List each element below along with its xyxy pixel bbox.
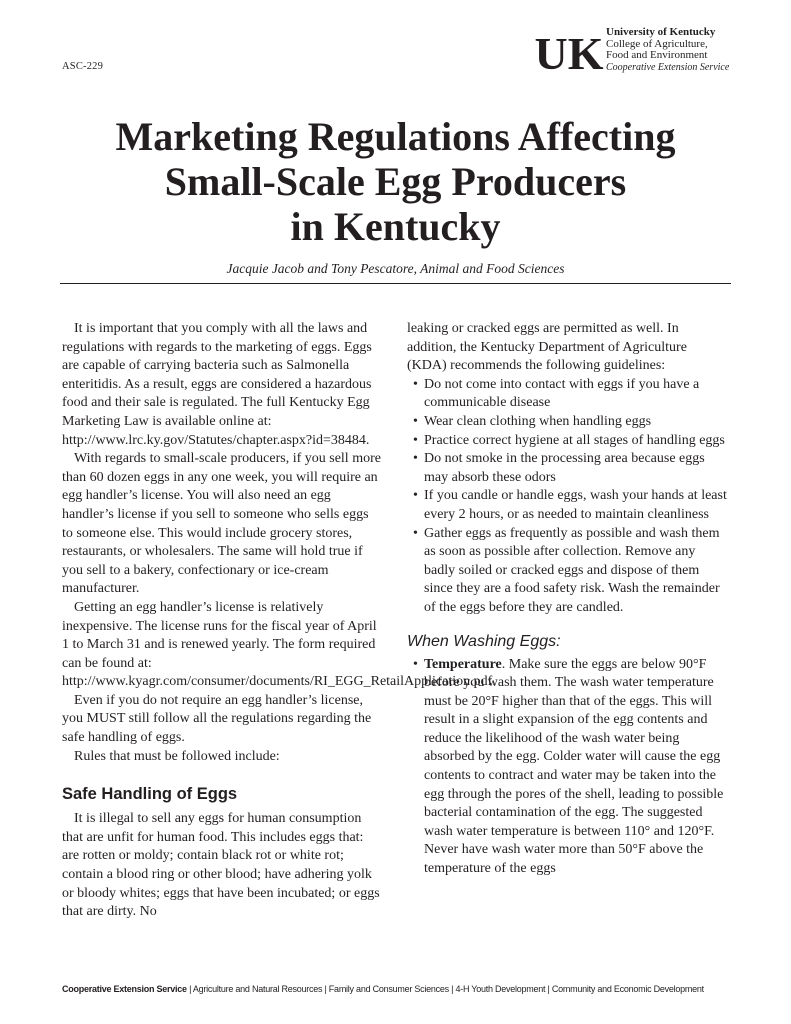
svg-text:UK: UK (534, 28, 604, 79)
extension-service-name: Cooperative Extension Service (606, 61, 730, 73)
college-name-line2: Food and Environment (606, 49, 708, 61)
section-heading-washing-eggs: When Washing Eggs: (407, 632, 561, 650)
list-item: • Gather eggs as frequently as possible and wash them as soon as possible after collection. Remove any badly soiled or cracked eggs and dispose of them since they are a food safety risk. Wash the remainder of the eggs before they are candled. (413, 525, 720, 615)
title-line-1: Marketing Regulations Affecting (115, 114, 676, 159)
paragraph-rules-intro: Rules that must be followed include: (74, 748, 280, 764)
bullet-icon: • (413, 525, 418, 541)
list-item: • Practice correct hygiene at all stages of handling eggs (407, 432, 727, 451)
authors-line: Jacquie Jacob and Tony Pescatore, Animal and Food Sciences (226, 261, 565, 276)
bullet-icon: • (413, 432, 418, 448)
list-item: • Do not come into contact with eggs if you have a communicable disease (413, 376, 700, 411)
footer-lead: Cooperative Extension Service (62, 984, 187, 994)
list-item (407, 656, 727, 879)
temperature-label: Temperature (424, 656, 502, 672)
list-item: • Do not smoke in the processing area because eggs may absorb these odors (413, 451, 705, 485)
footer-programs: | Agriculture and Natural Resources | Family and Consumer Sciences | 4-H Youth Development | Community and Economic Development (186, 984, 704, 994)
paragraph-kda-guidelines: leaking or cracked eggs are permitted as well. In addition, the Kentucky Department of Agriculture (KDA) recommends the following guidelines: (407, 321, 687, 374)
bullet-icon: • (413, 376, 418, 392)
footer (62, 984, 742, 994)
paragraph-license-cost: Getting an egg handler’s license is relatively inexpensive. The license runs for the fiscal year of April 1 to March 31 and is renewed yearly. The form required can be found at: http://www.kyagr.com/consumer/documents/RI_EGG_RetailApplication.pdf. (62, 599, 496, 690)
paragraph-compliance: It is important that you comply with all the laws and regulations with regards to the marketing of eggs. Eggs are capable of carrying bacteria such as Salmonella enteritidis. As a result, eggs are considered a hazardous food and their sale is regulated. The full Kentucky Egg Marketing Law is available online at: http://www.lrc.ky.gov/Statutes/chapter.aspx?id=38484. (62, 321, 372, 448)
bullet-icon: • (413, 488, 418, 504)
temperature-text: . Make sure the eggs are below 90°F before you wash them. The wash water temperature must be 20°F higher than that of the eggs. This will result in a slight expansion of the egg contents and reduce the likelihood of the wash water being absorbed by the egg. Colder water will cause the egg contents to contract and water may be taken into the egg through the pores of the shell, leading to possible bacterial contamination of the egg. The suggested wash water temperature is between 110° and 120°F. Never have wash water more than 50°F above the temperature of the eggs (424, 656, 724, 877)
document-number: ASC-229 (62, 61, 104, 72)
paragraph-safe-handling-must: Even if you do not require an egg handler’s license, you MUST still follow all the regulations regarding the safe handling of eggs. (62, 692, 372, 746)
college-name-line1: College of Agriculture, (606, 37, 708, 50)
institution-name: University of Kentucky (606, 26, 716, 38)
bullet-icon: • (413, 413, 418, 429)
uk-logo-icon (534, 27, 604, 79)
list-item: • If you candle or handle eggs, wash your hands at least every 2 hours, or as needed to maintain cleanliness (413, 488, 727, 522)
title-line-2: Small-Scale Egg Producers (164, 159, 627, 204)
right-column (407, 320, 727, 879)
bullet-icon: • (413, 451, 418, 467)
page-title (60, 114, 731, 249)
institution-block (606, 27, 729, 73)
list-item: • Wear clean clothing when handling eggs (407, 413, 727, 432)
paragraph-unfit-eggs: It is illegal to sell any eggs for human consumption that are unfit for human food. This includes eggs that: are rotten or moldy; contain black rot or white rot; contain a blood ring or other blood; have adhering yolk or bloody whites; eggs that have been incubated; or eggs that are dirty. No (62, 811, 380, 920)
section-heading-safe-handling: Safe Handling of Eggs (62, 785, 238, 804)
bullet-icon: • (413, 656, 418, 672)
title-divider (60, 283, 731, 284)
title-line-3: in Kentucky (290, 204, 501, 249)
guidelines-list (407, 376, 727, 618)
washing-list (407, 656, 727, 879)
paragraph-license-requirement: With regards to small-scale producers, if you sell more than 60 dozen eggs in any one week, you will require an egg handler’s license. You will also need an egg handler’s license if you sell to someone who sells eggs to someone else. This would include grocery stores, restaurants, or wholesalers. The same will hold true if you sell to a bakery, confectionary or ice-cream manufacturer. (62, 451, 381, 597)
